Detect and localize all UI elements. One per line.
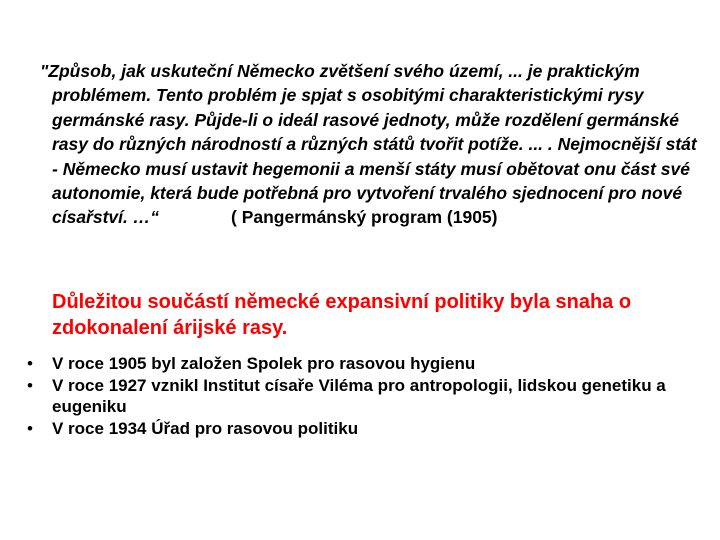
section-heading: Důležitou součástí německé expansivní politiky byla snaha o zdokonalení árijské rasy. [52, 291, 632, 339]
fact-text: V roce 1927 vznikl Institut císaře Viléma pro antropologii, lidskou genetiku a eugeniku [52, 376, 666, 416]
fact-text: V roce 1934 Úřad pro rasovou politiku [52, 419, 359, 438]
fact-text: V roce 1905 byl založen Spolek pro rasovou hygienu [52, 354, 476, 373]
list-item [0, 353, 700, 374]
pangerman-quote [40, 59, 702, 230]
bullet-icon: • [27, 376, 33, 395]
list-item [0, 418, 700, 439]
bullet-icon: • [27, 419, 33, 438]
facts-list [0, 353, 700, 440]
quote-text: "Způsob, jak uskuteční Německo zvětšení svého území, ... je praktickým problémem. Tento problém je spjat s osobitými charakteristickými rysy germánské rasy. Půjde-li o ideál rasové jednoty, může rozdělení germánské rasy do různých národností a různých států tvořit potíže. ... . Nejmocnější stát - Německo musí ustavit hegemonii a menší státy musí obětovat onu část své autonomie, která bude potřebná pro vytvoření trvalého sjednocení pro nové císařství. …“ [40, 61, 697, 228]
bullet-icon: • [27, 354, 33, 373]
list-item [0, 375, 700, 417]
quote-source: ( Pangermánský program (1905) [231, 207, 498, 228]
